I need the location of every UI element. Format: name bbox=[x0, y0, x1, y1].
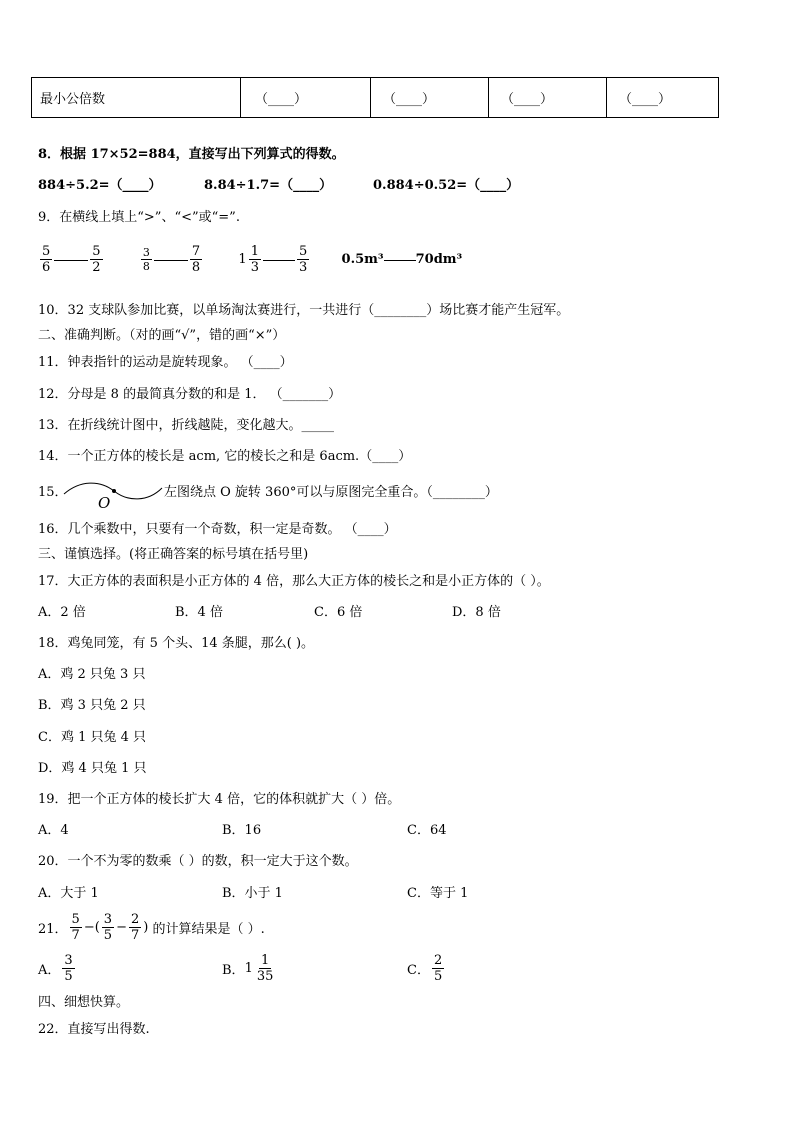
option-a[interactable]: A．大于 1 bbox=[38, 886, 99, 901]
fraction: $\frac{5}{7}$ bbox=[71, 912, 80, 943]
curve-right bbox=[114, 488, 162, 499]
question-20-stem: 20．一个不为零的数乘（ ）的数，积一定大于这个数。 bbox=[38, 854, 358, 869]
section-3-heading: 三、谨慎选择。(将正确答案的标号填在括号里) bbox=[38, 547, 309, 562]
lcm-table bbox=[31, 77, 719, 118]
question-15-text: 左图绕点 O 旋转 360°可以与原图完全重合。（________） bbox=[164, 485, 498, 500]
question-8-item-3: 0.884÷0.52=（____） bbox=[373, 178, 520, 193]
section-4-heading: 四、细想快算。 bbox=[38, 995, 130, 1010]
option-c[interactable]: C． $\frac{2}{5}$ bbox=[407, 953, 443, 984]
option-d[interactable]: D．鸡 4 只兔 1 只 bbox=[38, 761, 147, 776]
fraction: $\frac{2}{5}$ bbox=[433, 953, 443, 984]
table-row bbox=[32, 78, 719, 118]
question-8-item-1: 884÷5.2=（____） bbox=[38, 178, 162, 193]
question-21-stem: 21． $\frac{5}{7}$ −( $\frac{3}{5}$ − $\frac{2}{7}$ ) 的计算结果是（ ）. bbox=[38, 912, 265, 943]
fraction: $\frac{5}{3}$ bbox=[298, 244, 308, 275]
answer-cell[interactable]: （____） bbox=[607, 78, 719, 118]
rotation-figure bbox=[62, 474, 164, 510]
answer-blank[interactable] bbox=[384, 259, 416, 261]
question-10: 10．32 支球队参加比赛，以单场淘汰赛进行，一共进行（________）场比赛才能产生冠军。 bbox=[38, 303, 570, 318]
question-17-stem: 17．大正方体的表面积是小正方体的 4 倍，那么大正方体的棱长之和是小正方体的（ ）。 bbox=[38, 574, 550, 589]
question-9-comparisons: $\frac{5}{6}$ $\frac{5}{2}$ $\frac{3}{8}$ $\frac{7}{8}$ 1 $\frac{1}{3}$ $\frac{5}{3}$ 0.5m³ 70dm³ bbox=[42, 244, 463, 275]
option-b[interactable]: B．16 bbox=[222, 823, 262, 838]
answer-cell[interactable]: （____） bbox=[371, 78, 489, 118]
fraction: $\frac{1}{35}$ bbox=[256, 953, 274, 984]
fraction: $\frac{3}{5}$ bbox=[103, 912, 113, 943]
question-11: 11．钟表指针的运动是旋转现象。 （____） bbox=[38, 355, 293, 370]
option-b[interactable]: B．4 倍 bbox=[175, 605, 223, 620]
question-8-stem: 8．根据 17×52=884，直接写出下列算式的得数。 bbox=[38, 147, 345, 162]
question-13: 13．在折线统计图中，折线越陡，变化越大。_____ bbox=[38, 418, 335, 433]
fraction: $\frac{7}{8}$ bbox=[191, 244, 201, 275]
table-label: 最小公倍数 bbox=[32, 78, 241, 118]
point-o-label: O bbox=[98, 494, 111, 510]
option-a[interactable]: A． $\frac{3}{5}$ bbox=[38, 953, 73, 984]
answer-blank[interactable] bbox=[154, 259, 188, 261]
option-c[interactable]: C．鸡 1 只兔 4 只 bbox=[38, 730, 147, 745]
question-9-stem: 9．在横线上填上“>”、“<”或“=”. bbox=[38, 210, 240, 225]
answer-blank[interactable] bbox=[54, 259, 88, 261]
answer-cell[interactable]: （____） bbox=[489, 78, 607, 118]
option-c[interactable]: C．等于 1 bbox=[407, 886, 469, 901]
fraction: $\frac{5}{2}$ bbox=[92, 244, 101, 275]
question-19-stem: 19．把一个正方体的棱长扩大 4 倍，它的体积就扩大（ ）倍。 bbox=[38, 792, 401, 807]
option-b[interactable]: B．1 $\frac{1}{35}$ bbox=[222, 953, 274, 984]
center-point bbox=[112, 489, 116, 493]
option-b[interactable]: B．鸡 3 只兔 2 只 bbox=[38, 698, 146, 713]
option-a[interactable]: A．鸡 2 只兔 3 只 bbox=[38, 667, 146, 682]
fraction: $\frac{3}{5}$ bbox=[64, 953, 73, 984]
question-12: 12．分母是 8 的最简真分数的和是 1． （_______） bbox=[38, 387, 342, 402]
fraction: $\frac{2}{7}$ bbox=[130, 912, 140, 943]
question-8-item-2: 8.84÷1.7=（____） bbox=[204, 178, 333, 193]
section-2-heading: 二、准确判断。（对的画“√”，错的画“×”） bbox=[38, 328, 286, 343]
fraction: $\frac{5}{6}$ bbox=[42, 244, 51, 275]
curve-left bbox=[64, 483, 114, 494]
answer-blank[interactable] bbox=[263, 259, 295, 261]
question-14: 14．一个正方体的棱长是 acm, 它的棱长之和是 6acm.（____） bbox=[38, 449, 412, 464]
question-22: 22．直接写出得数. bbox=[38, 1022, 150, 1037]
fraction: $\frac{3}{8}$ bbox=[142, 246, 150, 273]
option-c[interactable]: C．64 bbox=[407, 823, 447, 838]
fraction: $\frac{1}{3}$ bbox=[250, 244, 259, 275]
option-d[interactable]: D．8 倍 bbox=[452, 605, 501, 620]
question-16: 16．几个乘数中，只要有一个奇数，积一定是奇数。 （____） bbox=[38, 522, 397, 537]
question-18-stem: 18．鸡兔同笼，有 5 个头、14 条腿，那么( )。 bbox=[38, 636, 315, 651]
option-a[interactable]: A．4 bbox=[38, 823, 69, 838]
answer-cell[interactable]: （____） bbox=[241, 78, 371, 118]
option-c[interactable]: C．6 倍 bbox=[314, 605, 363, 620]
question-15-number: 15． bbox=[38, 485, 68, 500]
option-a[interactable]: A．2 倍 bbox=[38, 605, 86, 620]
option-b[interactable]: B．小于 1 bbox=[222, 886, 283, 901]
